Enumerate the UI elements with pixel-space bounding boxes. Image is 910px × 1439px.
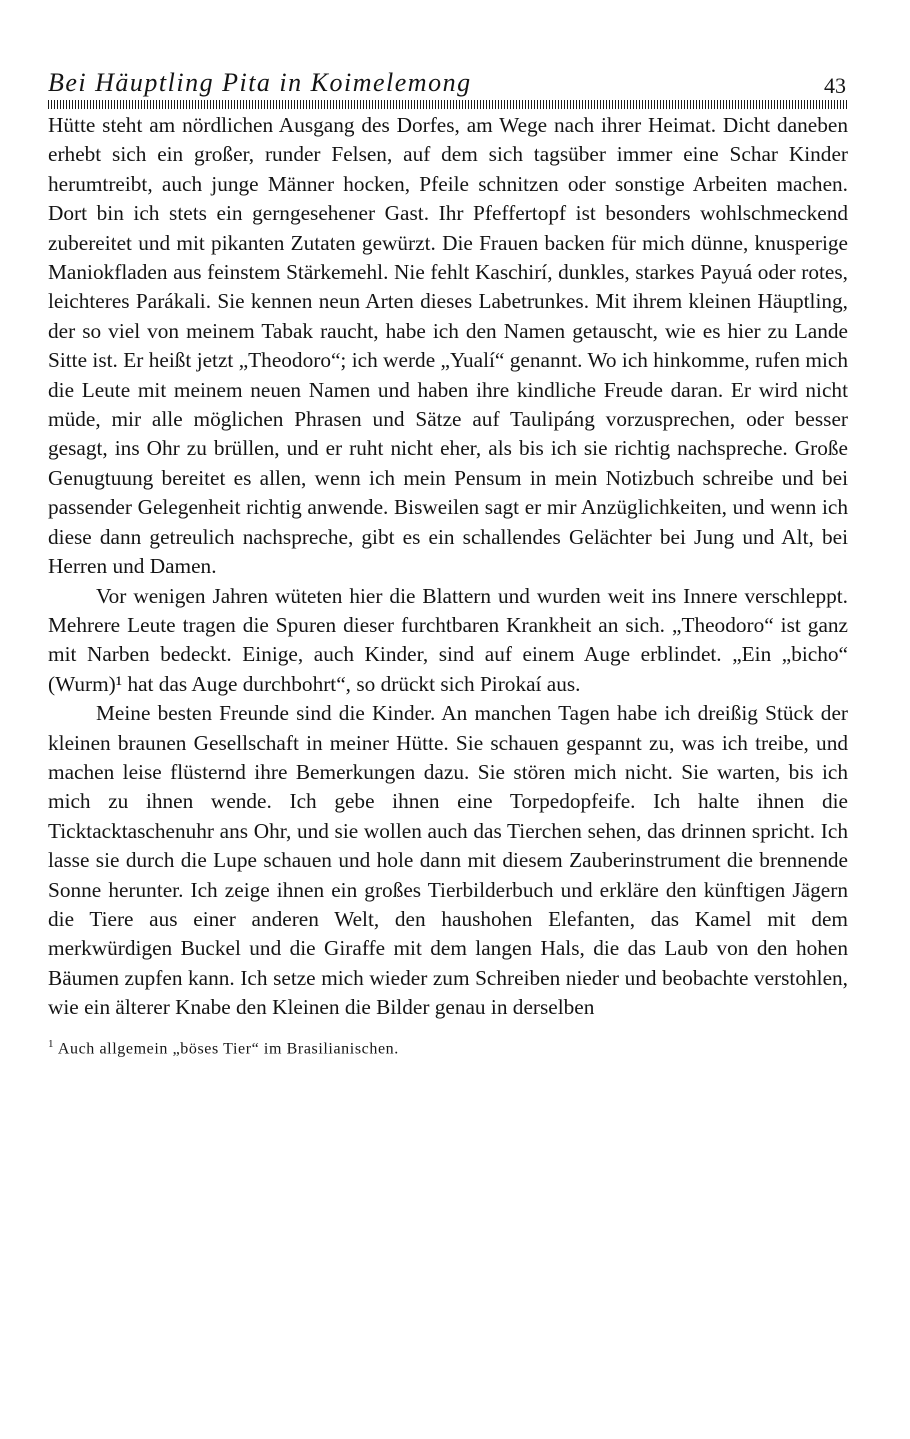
ornamental-rule — [48, 100, 848, 109]
running-head-title: Bei Häuptling Pita in Koimelemong — [48, 68, 472, 97]
footnote-text: Auch allgemein „böses Tier“ im Brasilianischen. — [57, 1039, 399, 1057]
paragraph-continued: Hütte steht am nördlichen Ausgang des Dorfes, am Wege nach ihrer Heimat. Dicht daneben erhebt sich ein großer, runder Felsen, auf dem sich tagsüber immer eine Schar Kinder herumtreibt, auch junge Männer hocken, Pfeile schnitzen oder sonstige Arbeiten machen. Dort bin ich stets ein gerngesehener Gast. Ihr Pfeffertopf ist besonders wohlschmeckend zubereitet und mit pikanten Zutaten gewürzt. Die Frauen backen für mich dünne, knusperige Maniokfladen aus feinstem Stärkemehl. Nie fehlt Kaschirí, dunkles, starkes Payuá oder rotes, leichteres Parákali. Sie kennen neun Arten dieses Labetrunkes. Mit ihrem kleinen Häuptling, der so viel von meinem Tabak raucht, habe ich den Namen getauscht, wie es hier zu Lande Sitte ist. Er heißt jetzt „Theodoro“; ich werde „Yualí“ genannt. Wo ich hinkomme, rufen mich die Leute mit meinem neuen Namen und haben ihre kindliche Freude daran. Er wird nicht müde, mir alle möglichen Phrasen und Sätze auf Taulipáng vorzusprechen, oder besser gesagt, ins Ohr zu brüllen, und er ruht nicht eher, als bis ich sie richtig nachspreche. Große Genugtuung bereitet es allen, wenn ich mein Pensum in mein Notizbuch schreibe und bei passender Gelegenheit richtig anwende. Bisweilen sagt er mir Anzüglichkeiten, und wenn ich diese dann getreulich nachspreche, gibt es ein schallendes Gelächter bei Jung und Alt, bei Herren und Damen. — [48, 113, 848, 579]
footnote-marker: 1 — [48, 1037, 55, 1050]
paragraph: Meine besten Freunde sind die Kinder. An manchen Tagen habe ich dreißig Stück der kleinen braunen Gesellschaft in meiner Hütte. Sie schauen gespannt zu, was ich treibe, und machen leise flüsternd ihre Bemerkungen dazu. Sie stören mich nicht. Sie warten, bis ich mich zu ihnen wende. Ich gebe ihnen eine Torpedopfeife. Ich halte ihnen die Ticktacktaschenuhr ans Ohr, und sie wollen auch das Tierchen sehen, das drinnen spricht. Ich lasse sie durch die Lupe schauen und hole dann mit diesem Zauberinstrument die brennende Sonne herunter. Ich zeige ihnen ein großes Tierbilderbuch und erkläre den künftigen Jägern die Tiere aus einer anderen Welt, den haushohen Elefanten, das Kamel mit dem merkwürdigen Buckel und die Giraffe mit dem langen Hals, die das Laub von den hohen Bäumen zupfen kann. Ich setze mich wieder zum Schreiben nieder und beobachte verstohlen, wie ein älterer Knabe den Kleinen die Bilder genau in derselben — [48, 701, 848, 1020]
page-number: 43 — [824, 73, 846, 98]
book-page — [48, 68, 848, 1060]
footnote — [48, 1033, 848, 1060]
paragraph: Vor wenigen Jahren wüteten hier die Blattern und wurden weit ins Innere verschleppt. Mehrere Leute tragen die Spuren dieser furchtbaren Krankheit an sich. „Theodoro“ ist ganz mit Narben bedeckt. Einige, auch Kinder, sind auf einem Auge erblindet. „Ein „bicho“ (Wurm)¹ hat das Auge durchbohrt“, so drückt sich Pirokaí aus. — [48, 583, 848, 696]
body-text — [48, 111, 848, 1023]
running-head — [48, 68, 848, 98]
